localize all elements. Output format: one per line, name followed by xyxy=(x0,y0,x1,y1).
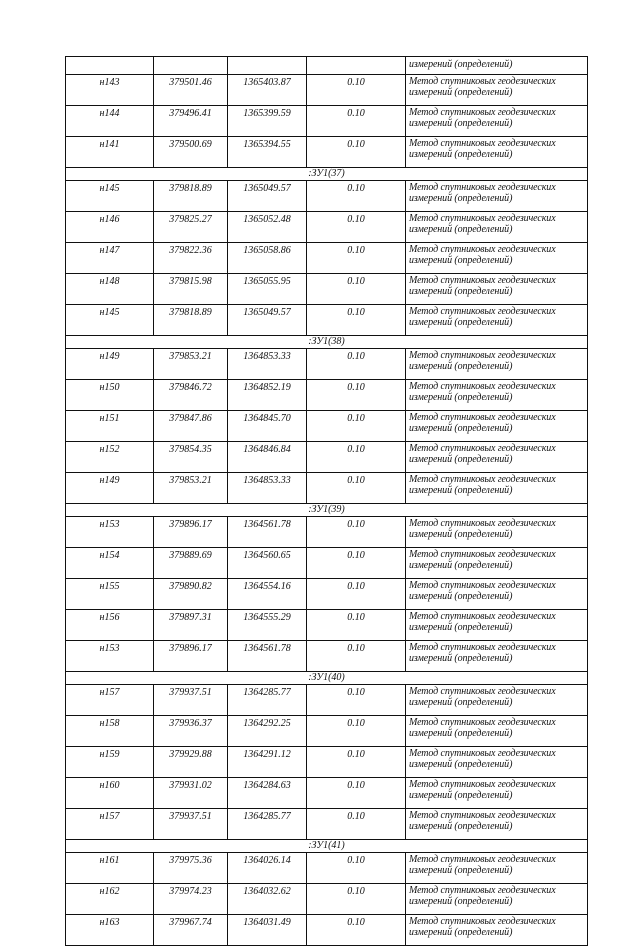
y-coordinate-cell: 1365052.48 xyxy=(228,212,307,243)
table-row xyxy=(66,305,588,336)
accuracy-cell: 0.10 xyxy=(307,349,406,380)
y-coordinate-cell: 1364284.63 xyxy=(228,778,307,809)
section-title: :ЗУ1(39) xyxy=(66,504,588,517)
y-coordinate-cell: 1365394.55 xyxy=(228,137,307,168)
accuracy-cell: 0.10 xyxy=(307,181,406,212)
point-name-cell: н159 xyxy=(66,747,154,778)
x-coordinate-cell: 379937.51 xyxy=(154,809,228,840)
table-row xyxy=(66,137,588,168)
point-name-cell: н152 xyxy=(66,442,154,473)
x-coordinate-cell: 379853.21 xyxy=(154,473,228,504)
x-coordinate-cell: 379936.37 xyxy=(154,716,228,747)
x-coordinate-cell: 379818.89 xyxy=(154,181,228,212)
point-name-cell: н157 xyxy=(66,685,154,716)
y-coordinate-cell: 1365049.57 xyxy=(228,181,307,212)
accuracy-cell: 0.10 xyxy=(307,106,406,137)
point-name-cell: н161 xyxy=(66,853,154,884)
empty-cell xyxy=(66,57,154,75)
method-cell: Метод спутниковых геодезических измерений (определений) xyxy=(406,274,588,305)
section-title: :ЗУ1(38) xyxy=(66,336,588,349)
table-row xyxy=(66,915,588,946)
table-row xyxy=(66,610,588,641)
method-cell: Метод спутниковых геодезических измерений (определений) xyxy=(406,778,588,809)
accuracy-cell: 0.10 xyxy=(307,641,406,672)
method-cell: Метод спутниковых геодезических измерений (определений) xyxy=(406,137,588,168)
point-name-cell: н156 xyxy=(66,610,154,641)
empty-cell xyxy=(228,57,307,75)
accuracy-cell: 0.10 xyxy=(307,579,406,610)
y-coordinate-cell: 1365049.57 xyxy=(228,305,307,336)
point-name-cell: н143 xyxy=(66,75,154,106)
point-name-cell: н153 xyxy=(66,517,154,548)
method-cell: Метод спутниковых геодезических измерений (определений) xyxy=(406,884,588,915)
x-coordinate-cell: 379896.17 xyxy=(154,641,228,672)
method-cell: Метод спутниковых геодезических измерений (определений) xyxy=(406,442,588,473)
y-coordinate-cell: 1364554.16 xyxy=(228,579,307,610)
y-coordinate-cell: 1365055.95 xyxy=(228,274,307,305)
x-coordinate-cell: 379825.27 xyxy=(154,212,228,243)
x-coordinate-cell: 379500.69 xyxy=(154,137,228,168)
y-coordinate-cell: 1364561.78 xyxy=(228,641,307,672)
point-name-cell: н150 xyxy=(66,380,154,411)
table-row xyxy=(66,106,588,137)
method-cell: Метод спутниковых геодезических измерений (определений) xyxy=(406,853,588,884)
x-coordinate-cell: 379974.23 xyxy=(154,884,228,915)
point-name-cell: н157 xyxy=(66,809,154,840)
x-coordinate-cell: 379967.74 xyxy=(154,915,228,946)
table-row xyxy=(66,747,588,778)
y-coordinate-cell: 1364291.12 xyxy=(228,747,307,778)
accuracy-cell: 0.10 xyxy=(307,442,406,473)
x-coordinate-cell: 379853.21 xyxy=(154,349,228,380)
table-row xyxy=(66,75,588,106)
method-cell: Метод спутниковых геодезических измерений (определений) xyxy=(406,641,588,672)
y-coordinate-cell: 1365399.59 xyxy=(228,106,307,137)
point-name-cell: н151 xyxy=(66,411,154,442)
accuracy-cell: 0.10 xyxy=(307,716,406,747)
y-coordinate-cell: 1365058.86 xyxy=(228,243,307,274)
method-cell: Метод спутниковых геодезических измерений (определений) xyxy=(406,181,588,212)
y-coordinate-cell: 1364846.84 xyxy=(228,442,307,473)
point-name-cell: н154 xyxy=(66,548,154,579)
method-cell: Метод спутниковых геодезических измерений (определений) xyxy=(406,747,588,778)
x-coordinate-cell: 379846.72 xyxy=(154,380,228,411)
continuation-row xyxy=(66,57,588,75)
section-header-row xyxy=(66,504,588,517)
y-coordinate-cell: 1364852.19 xyxy=(228,380,307,411)
method-cell: Метод спутниковых геодезических измерений (определений) xyxy=(406,305,588,336)
point-name-cell: н146 xyxy=(66,212,154,243)
y-coordinate-cell: 1364285.77 xyxy=(228,685,307,716)
method-cell: Метод спутниковых геодезических измерений (определений) xyxy=(406,473,588,504)
y-coordinate-cell: 1364845.70 xyxy=(228,411,307,442)
x-coordinate-cell: 379897.31 xyxy=(154,610,228,641)
x-coordinate-cell: 379815.98 xyxy=(154,274,228,305)
y-coordinate-cell: 1364032.62 xyxy=(228,884,307,915)
y-coordinate-cell: 1364561.78 xyxy=(228,517,307,548)
accuracy-cell: 0.10 xyxy=(307,610,406,641)
table-row xyxy=(66,274,588,305)
method-cell: Метод спутниковых геодезических измерений (определений) xyxy=(406,915,588,946)
table-row xyxy=(66,181,588,212)
table-row xyxy=(66,411,588,442)
table-row xyxy=(66,685,588,716)
point-name-cell: н155 xyxy=(66,579,154,610)
method-cell: Метод спутниковых геодезических измерений (определений) xyxy=(406,548,588,579)
point-name-cell: н153 xyxy=(66,641,154,672)
section-header-row xyxy=(66,672,588,685)
point-name-cell: н158 xyxy=(66,716,154,747)
point-name-cell: н145 xyxy=(66,305,154,336)
accuracy-cell: 0.10 xyxy=(307,75,406,106)
method-cell: Метод спутниковых геодезических измерений (определений) xyxy=(406,349,588,380)
table-row xyxy=(66,380,588,411)
coordinates-table xyxy=(65,56,588,946)
accuracy-cell: 0.10 xyxy=(307,212,406,243)
accuracy-cell: 0.10 xyxy=(307,305,406,336)
section-header-row xyxy=(66,168,588,181)
table-row xyxy=(66,579,588,610)
y-coordinate-cell: 1364853.33 xyxy=(228,349,307,380)
table-row xyxy=(66,212,588,243)
point-name-cell: н149 xyxy=(66,473,154,504)
method-cell: Метод спутниковых геодезических измерений (определений) xyxy=(406,610,588,641)
accuracy-cell: 0.10 xyxy=(307,137,406,168)
method-cell: Метод спутниковых геодезических измерений (определений) xyxy=(406,243,588,274)
y-coordinate-cell: 1364292.25 xyxy=(228,716,307,747)
table-row xyxy=(66,473,588,504)
x-coordinate-cell: 379818.89 xyxy=(154,305,228,336)
point-name-cell: н145 xyxy=(66,181,154,212)
x-coordinate-cell: 379501.46 xyxy=(154,75,228,106)
accuracy-cell: 0.10 xyxy=(307,473,406,504)
table-row xyxy=(66,349,588,380)
accuracy-cell: 0.10 xyxy=(307,517,406,548)
method-cell: Метод спутниковых геодезических измерений (определений) xyxy=(406,517,588,548)
x-coordinate-cell: 379854.35 xyxy=(154,442,228,473)
accuracy-cell: 0.10 xyxy=(307,685,406,716)
accuracy-cell: 0.10 xyxy=(307,548,406,579)
method-cell: измерений (определений) xyxy=(406,57,588,75)
method-cell: Метод спутниковых геодезических измерений (определений) xyxy=(406,809,588,840)
y-coordinate-cell: 1364555.29 xyxy=(228,610,307,641)
method-cell: Метод спутниковых геодезических измерений (определений) xyxy=(406,106,588,137)
coordinates-table-body xyxy=(66,57,588,946)
accuracy-cell: 0.10 xyxy=(307,747,406,778)
empty-cell xyxy=(154,57,228,75)
x-coordinate-cell: 379937.51 xyxy=(154,685,228,716)
accuracy-cell: 0.10 xyxy=(307,411,406,442)
table-row xyxy=(66,716,588,747)
x-coordinate-cell: 379889.69 xyxy=(154,548,228,579)
section-header-row xyxy=(66,336,588,349)
accuracy-cell: 0.10 xyxy=(307,380,406,411)
x-coordinate-cell: 379896.17 xyxy=(154,517,228,548)
method-cell: Метод спутниковых геодезических измерений (определений) xyxy=(406,75,588,106)
section-title: :ЗУ1(41) xyxy=(66,840,588,853)
empty-cell xyxy=(307,57,406,75)
table-row xyxy=(66,548,588,579)
table-row xyxy=(66,517,588,548)
table-row xyxy=(66,641,588,672)
x-coordinate-cell: 379496.41 xyxy=(154,106,228,137)
accuracy-cell: 0.10 xyxy=(307,778,406,809)
accuracy-cell: 0.10 xyxy=(307,274,406,305)
y-coordinate-cell: 1364026.14 xyxy=(228,853,307,884)
section-title: :ЗУ1(40) xyxy=(66,672,588,685)
point-name-cell: н148 xyxy=(66,274,154,305)
point-name-cell: н147 xyxy=(66,243,154,274)
y-coordinate-cell: 1364285.77 xyxy=(228,809,307,840)
point-name-cell: н141 xyxy=(66,137,154,168)
method-cell: Метод спутниковых геодезических измерений (определений) xyxy=(406,716,588,747)
method-cell: Метод спутниковых геодезических измерений (определений) xyxy=(406,380,588,411)
y-coordinate-cell: 1365403.87 xyxy=(228,75,307,106)
accuracy-cell: 0.10 xyxy=(307,853,406,884)
accuracy-cell: 0.10 xyxy=(307,809,406,840)
method-cell: Метод спутниковых геодезических измерений (определений) xyxy=(406,411,588,442)
x-coordinate-cell: 379890.82 xyxy=(154,579,228,610)
method-cell: Метод спутниковых геодезических измерений (определений) xyxy=(406,685,588,716)
x-coordinate-cell: 379975.36 xyxy=(154,853,228,884)
point-name-cell: н162 xyxy=(66,884,154,915)
table-row xyxy=(66,853,588,884)
method-cell: Метод спутниковых геодезических измерений (определений) xyxy=(406,212,588,243)
x-coordinate-cell: 379847.86 xyxy=(154,411,228,442)
y-coordinate-cell: 1364560.65 xyxy=(228,548,307,579)
point-name-cell: н149 xyxy=(66,349,154,380)
accuracy-cell: 0.10 xyxy=(307,884,406,915)
method-cell: Метод спутниковых геодезических измерений (определений) xyxy=(406,579,588,610)
table-row xyxy=(66,884,588,915)
x-coordinate-cell: 379931.02 xyxy=(154,778,228,809)
section-title: :ЗУ1(37) xyxy=(66,168,588,181)
table-row xyxy=(66,243,588,274)
point-name-cell: н144 xyxy=(66,106,154,137)
y-coordinate-cell: 1364853.33 xyxy=(228,473,307,504)
x-coordinate-cell: 379929.88 xyxy=(154,747,228,778)
point-name-cell: н163 xyxy=(66,915,154,946)
x-coordinate-cell: 379822.36 xyxy=(154,243,228,274)
point-name-cell: н160 xyxy=(66,778,154,809)
table-row xyxy=(66,809,588,840)
accuracy-cell: 0.10 xyxy=(307,243,406,274)
accuracy-cell: 0.10 xyxy=(307,915,406,946)
section-header-row xyxy=(66,840,588,853)
table-row xyxy=(66,778,588,809)
table-row xyxy=(66,442,588,473)
y-coordinate-cell: 1364031.49 xyxy=(228,915,307,946)
